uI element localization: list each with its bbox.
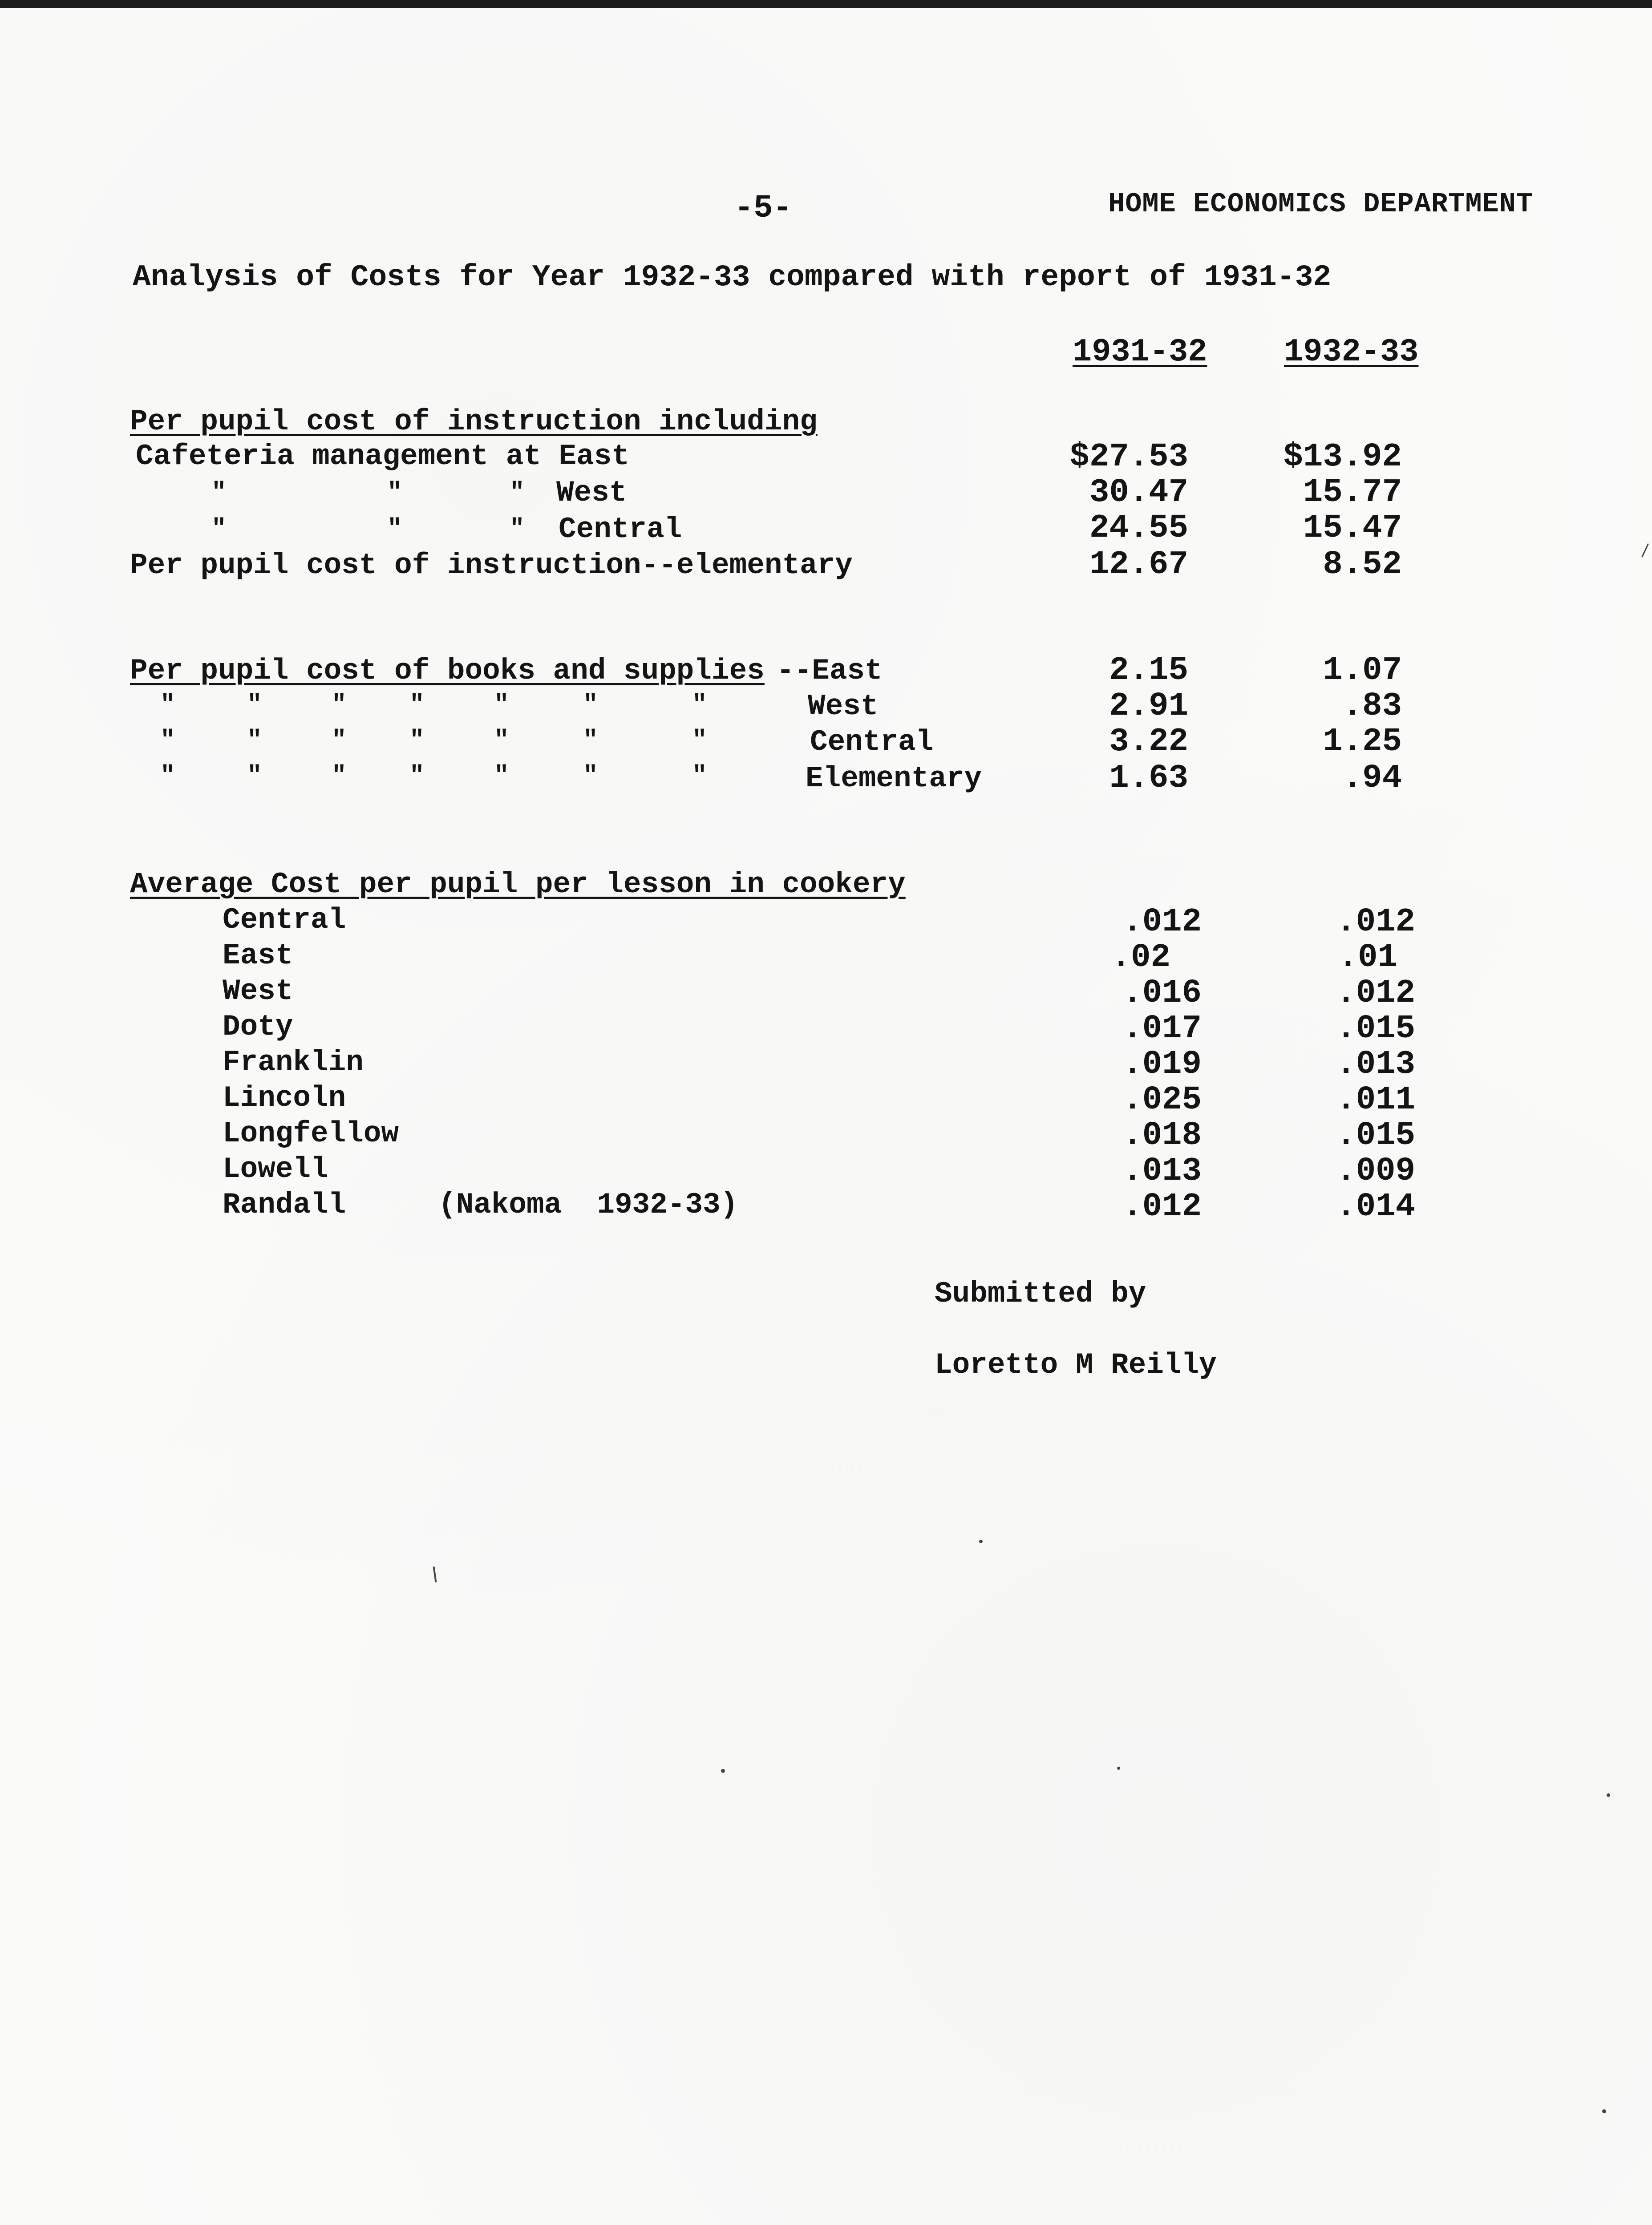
instruction-row-value-1932: 15.47 (1303, 510, 1402, 547)
cookery-row-value-1932: .011 (1336, 1081, 1415, 1119)
scan-speck (1607, 1793, 1610, 1797)
cookery-row-value-1932: .014 (1336, 1188, 1415, 1226)
books-row-label: Central (810, 725, 934, 759)
cookery-row-value-1931: .013 (1122, 1153, 1202, 1190)
ditto-mark: " (247, 690, 262, 719)
cookery-heading: Average Cost per pupil per lesson in cookery (130, 868, 906, 901)
books-row-value-1932: 1.07 (1323, 652, 1402, 689)
randall-note: (Nakoma 1932-33) (438, 1188, 738, 1222)
ditto-mark: " (160, 726, 175, 754)
cookery-row-value-1931: .02 (1111, 939, 1170, 976)
ditto-mark: " (247, 761, 262, 790)
instruction-row-label: Per pupil cost of instruction--elementary (130, 549, 853, 582)
ditto-mark: " (510, 514, 525, 543)
ditto-mark: " (387, 478, 402, 506)
cookery-row-label: Lincoln (223, 1081, 346, 1115)
cookery-row-value-1932: .015 (1336, 1010, 1415, 1048)
cookery-row-value-1932: .013 (1336, 1046, 1415, 1083)
instruction-row-value-1931: 12.67 (1089, 546, 1188, 583)
scan-speck (1602, 2109, 1606, 2113)
instruction-row-value-1932: 15.77 (1303, 474, 1402, 511)
ditto-mark: " (211, 514, 227, 543)
books-row-label: Elementary (806, 762, 982, 795)
ditto-mark: " (692, 761, 707, 790)
cookery-row-value-1932: .012 (1336, 903, 1415, 941)
instruction-row-label: West (556, 476, 627, 510)
scan-speck (979, 1540, 983, 1543)
books-row-value-1931: 2.91 (1109, 688, 1188, 725)
cookery-row-value-1931: .019 (1122, 1046, 1202, 1083)
cookery-row-label: West (223, 975, 293, 1008)
page-number: -5- (734, 190, 792, 227)
signature-name: Loretto M Reilly (935, 1348, 1217, 1382)
books-row-value-1932: .94 (1342, 760, 1402, 797)
instruction-row-label: Central (559, 513, 682, 546)
ditto-mark: " (332, 761, 347, 790)
cookery-row-value-1932: .009 (1336, 1153, 1415, 1190)
ditto-mark: " (692, 726, 707, 754)
scan-speck (1641, 543, 1649, 558)
books-row-value-1931: 1.63 (1109, 760, 1188, 797)
books-row-value-1931: 2.15 (1109, 652, 1188, 689)
cookery-row-label: Randall (223, 1188, 346, 1222)
cookery-row-label: East (223, 939, 293, 972)
ditto-mark: " (332, 690, 347, 719)
cookery-row-label: Lowell (223, 1153, 328, 1186)
cookery-row-value-1931: .012 (1122, 1188, 1202, 1226)
document-title: Analysis of Costs for Year 1932-33 compared with report of 1931-32 (133, 260, 1332, 295)
instruction-heading: Per pupil cost of instruction including (130, 405, 818, 438)
ditto-mark: " (332, 726, 347, 754)
cookery-row-label: Central (223, 903, 346, 937)
ditto-mark: " (583, 690, 598, 719)
ditto-mark: " (692, 690, 707, 719)
ditto-mark: " (583, 761, 598, 790)
cookery-row-value-1932: .015 (1336, 1117, 1415, 1154)
instruction-row-value-1931: 24.55 (1089, 510, 1188, 547)
instruction-row-value-1931: 30.47 (1089, 474, 1188, 511)
books-row-label: West (808, 690, 879, 723)
books-row-value-1931: 3.22 (1109, 723, 1188, 761)
ditto-mark: " (409, 726, 425, 754)
cookery-row-value-1931: .025 (1122, 1081, 1202, 1119)
cookery-row-value-1932: .01 (1338, 939, 1397, 976)
ditto-mark: " (583, 726, 598, 754)
ditto-mark: " (510, 478, 525, 506)
department-header: HOME ECONOMICS DEPARTMENT (1108, 188, 1534, 220)
books-row-label: --East (777, 654, 883, 688)
ditto-mark: " (160, 761, 175, 790)
ditto-mark: " (247, 726, 262, 754)
scan-speck (433, 1566, 437, 1582)
cookery-row-value-1931: .012 (1122, 903, 1202, 941)
cookery-row-label: Doty (223, 1010, 293, 1044)
ditto-mark: " (409, 761, 425, 790)
books-row-value-1932: 1.25 (1323, 723, 1402, 761)
ditto-mark: " (409, 690, 425, 719)
ditto-mark: " (494, 690, 509, 719)
cookery-row-value-1932: .012 (1336, 975, 1415, 1012)
ditto-mark: " (494, 726, 509, 754)
ditto-mark: " (211, 478, 227, 506)
scan-speck (721, 1769, 725, 1773)
column-header-1931-32: 1931-32 (1073, 334, 1207, 370)
books-heading: Per pupil cost of books and supplies (130, 654, 765, 688)
ditto-mark: " (494, 761, 509, 790)
cookery-row-label: Franklin (223, 1046, 364, 1079)
instruction-row-value-1932: 8.52 (1323, 546, 1402, 583)
instruction-row-label: Cafeteria management at East (136, 440, 629, 473)
cookery-row-value-1931: .018 (1122, 1117, 1202, 1154)
scan-top-border (0, 0, 1652, 8)
column-header-1932-33: 1932-33 (1284, 334, 1419, 370)
instruction-row-value-1932: $13.92 (1283, 438, 1402, 476)
submitted-by-label: Submitted by (935, 1277, 1146, 1311)
cookery-row-value-1931: .017 (1122, 1010, 1202, 1048)
ditto-mark: " (160, 690, 175, 719)
books-row-value-1932: .83 (1342, 688, 1402, 725)
cookery-row-value-1931: .016 (1122, 975, 1202, 1012)
scan-speck (1117, 1767, 1120, 1770)
ditto-mark: " (387, 514, 402, 543)
instruction-row-value-1931: $27.53 (1069, 438, 1188, 476)
cookery-row-label: Longfellow (223, 1117, 399, 1150)
